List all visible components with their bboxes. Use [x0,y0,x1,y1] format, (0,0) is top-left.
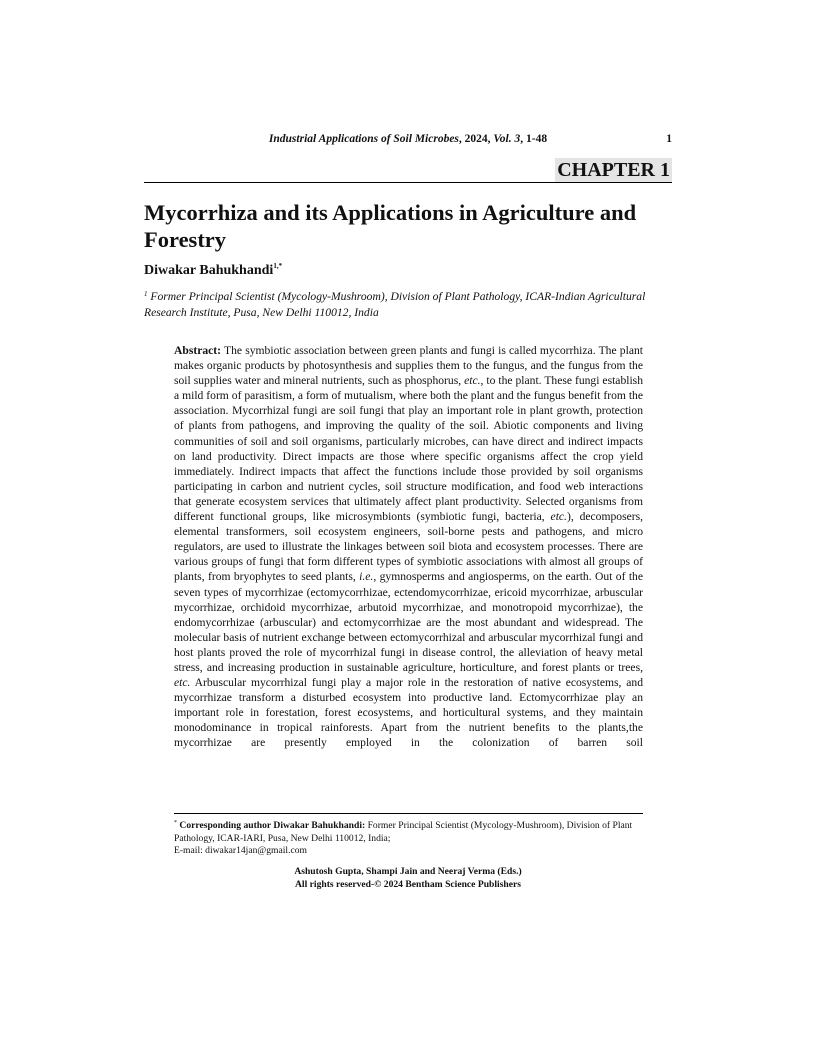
abstract-text-3: ), decomposers, elemental transformers, soil ecosystem engineers, soil-borne pests and pathogens, and micro regulators, are used to illustrate the linkages between soil biota and ecosystem processes. There are various groups of fungi that form different types of symbiotic associations with almost all groups of plants, from bryophytes to seed plants, [174,510,643,584]
footnote-label: Corresponding author Diwakar Bahukhandi: [177,820,366,831]
footer [144,866,672,891]
footnote-email: E-mail: diwakar14jan@gmail.com [174,845,307,857]
abstract-etc-1: etc. [464,374,481,388]
footnote-rule [174,813,643,814]
abstract [174,343,643,751]
chapter-label: CHAPTER 1 [557,159,670,181]
abstract-ie: i.e. [359,570,374,584]
affiliation-mark: 1 [144,290,148,298]
abstract-text-1: The symbiotic association between green plants and fungi is called mycorrhiza. The plant makes organic products by photosynthesis and supplies them to the fungus, and the fungus from the soil supplies water and mineral nutrients, such as phosphorus, [174,344,643,388]
affiliation-text: Former Principal Scientist (Mycology-Mushroom), Division of Plant Pathology, ICAR-Indian Agricultural Research Institute, Pusa, New Delhi 110012, India [144,290,646,319]
author-marks: 1,* [273,262,283,270]
abstract-text-4: , gymnosperms and angiosperms, on the earth. Out of the seven types of mycorrhizae (ectomycorrhizae, ectendomycorrhizae, ericoid mycorrhizae, arbuscular mycorrhizae, orchidoid mycorrhizae, arbutoid mycorrhizae, and monotropoid mycorrhizae), the endomycorrhizae (arbuscular) and ectomycorrhizae are the most abundant and widespread. The molecular basis of nutrient exchange between ectomycorrhizal and arbuscular mycorrhizal fungi and host plants proved the role of mycorrhizal fungi in disease control, the alleviation of heavy metal stress, and increasing production in sustainable agriculture, horticulture, and forest plants or trees, [174,570,643,674]
volume: Vol. 3 [493,133,521,145]
year: , 2024, [458,133,494,145]
page-range: , 1-48 [520,133,548,145]
affiliation [144,286,672,321]
abstract-etc-3: etc. [174,676,191,690]
abstract-etc-2: etc. [550,510,567,524]
abstract-text-5: Arbuscular mycorrhizal fungi play a major role in the restoration of native ecosystems, and mycorrhizae transform a disturbed ecosystem into productive land. Ectomycorrhizae play an important role in forestation, forest ecosystems, and horticultural systems, and they maintain monodominance in tropical rainforests. Apart from the nutrient benefits to the plants,the mycorrhizae are presently employed in the colonization of barren soil [174,676,643,750]
chapter-rule [144,182,672,183]
footer-editors: Ashutosh Gupta, Shampi Jain and Neeraj Verma (Eds.) [294,866,522,877]
footer-rights: All rights reserved-© 2024 Bentham Science Publishers [294,878,522,890]
abstract-label: Abstract: [174,344,222,357]
page-number: 1 [666,133,672,145]
running-header [144,133,672,145]
author-name: Diwakar Bahukhandi [144,263,274,278]
footnote [174,817,643,858]
author-line [144,262,282,279]
chapter-title: Mycorrhiza and its Applications in Agriculture and Forestry [144,200,637,252]
journal-title: Industrial Applications of Soil Microbes [268,133,459,145]
footnote-body [174,817,643,845]
abstract-text-2: , to the plant. These fungi establish a mild form of parasitism, a form of mutualism, where both the plant and the fungus benefit from the association. Mycorrhizal fungi are soil fungi that play an important role in plant growth, protection of plants from pathogens, and improving the quality of the soil. Abiotic components and living communities of soil and soil organisms, particularly microbes, can have direct and indirect impacts on land productivity. Direct impacts are those where specific organisms affect the crop yield immediately. Indirect impacts that affect the functions include those provided by soil organisms participating in carbon and nutrient cycles, soil structure modification, and food web interactions that generate ecosystem services that ultimately affect plant productivity. Selected organisms from different functional groups, like microsymbionts (symbiotic fungi, bacteria, [174,374,643,524]
footnote-text: Former Principal Scientist (Mycology-Mushroom), Division of Plant Pathology, ICAR-IARI, Pusa, New Delhi 110012, India; [174,820,633,844]
footnote-mark: * [174,820,177,826]
